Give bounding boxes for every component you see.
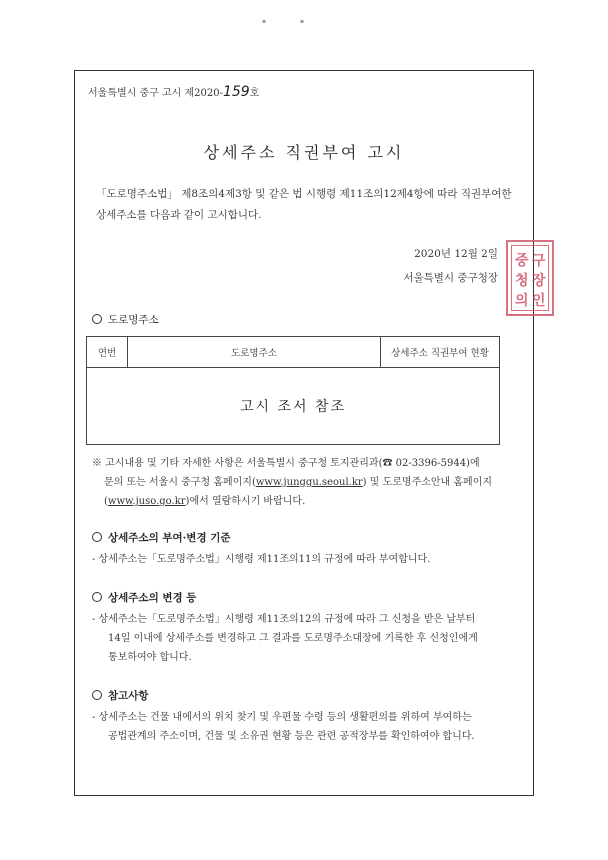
seal-char: 구 — [532, 253, 546, 269]
section-criteria-heading: 상세주소의 부여·변경 기준 — [92, 530, 231, 545]
junggu-homepage-link[interactable]: www.junggu.seoul.kr — [255, 477, 363, 488]
road-address-table — [86, 336, 500, 445]
table-header-no: 연번 — [87, 337, 128, 368]
note-line-3: (www.juso.go.kr)에서 열람하시기 바랍니다. — [104, 496, 306, 507]
juso-homepage-link[interactable]: www.juso.go.kr — [107, 496, 186, 507]
seal-char: 인 — [532, 293, 546, 309]
table-body-reference: 고시 조서 참조 — [87, 368, 500, 445]
reference-line-2: 공법관계의 주소이며, 건물 및 소유권 현황 등은 관련 공적장부를 확인하여야 합니다. — [108, 731, 475, 742]
notice-number-handwritten: 159 — [222, 84, 250, 100]
seal-char: 의 — [515, 293, 529, 309]
table-header-status: 상세주소 직권부여 현황 — [381, 337, 500, 368]
circle-bullet-icon — [92, 592, 102, 602]
table-row — [87, 368, 500, 445]
circle-bullet-icon — [92, 532, 102, 542]
change-line-1: - 상세주소는「도로명주소법」시행령 제11조의12의 규정에 따라 그 신청을 받은 날부터 — [92, 614, 476, 625]
issuer: 서울특별시 중구청장 — [403, 272, 498, 284]
section-reference-heading: 참고사항 — [92, 688, 149, 703]
intro-line-2: 상세주소를 다음과 같이 고시합니다. — [96, 209, 262, 221]
note-line-2: 문의 또는 서울시 중구청 홈페이지(www.junggu.seoul.kr) 및 도로명주소안내 홈페이지 — [104, 477, 493, 488]
circle-bullet-icon — [92, 314, 102, 324]
notice-date: 2020년 12월 2일 — [414, 248, 498, 260]
seal-char: 장 — [532, 273, 546, 289]
notice-number-prefix: 서울특별시 중구 고시 제2020- — [88, 88, 223, 99]
seal-char: 중 — [515, 253, 529, 269]
table-header-road-address: 도로명주소 — [128, 337, 381, 368]
notice-number — [88, 84, 259, 100]
section-change-heading: 상세주소의 변경 등 — [92, 590, 196, 605]
note-line-1: ※ 고시내용 및 기타 자세한 사항은 서울특별시 중구청 토지관리과(☎ 02-3396-5944)에 — [92, 458, 480, 469]
change-line-2: 14일 이내에 상세주소를 변경하고 그 결과를 도로명주소대장에 기록한 후 신청인에게 — [108, 633, 478, 644]
criteria-line-1: - 상세주소는「도로명주소법」시행령 제11조의11의 규정에 따라 부여합니다. — [92, 554, 431, 565]
scan-mark: ▪ — [262, 18, 267, 25]
seal-char: 청 — [515, 273, 529, 289]
page-title: 상세주소 직권부여 고시 — [203, 143, 405, 162]
circle-bullet-icon — [92, 690, 102, 700]
notice-number-suffix: 호 — [249, 88, 260, 99]
official-seal — [506, 240, 554, 316]
change-line-3: 통보하여야 합니다. — [108, 652, 192, 663]
table-header-row — [87, 337, 500, 368]
scan-mark: ▪ — [300, 18, 305, 25]
intro-line-1: 「도로명주소법」 제8조의4제3항 및 같은 법 시행령 제11조의12제4항에 따라 직권부여한 — [96, 188, 512, 200]
reference-line-1: - 상세주소는 건물 내에서의 위치 찾기 및 우편물 수령 등의 생활편의를 위하여 부여하는 — [92, 712, 472, 723]
section-road-address-heading: 도로명주소 — [92, 312, 159, 327]
